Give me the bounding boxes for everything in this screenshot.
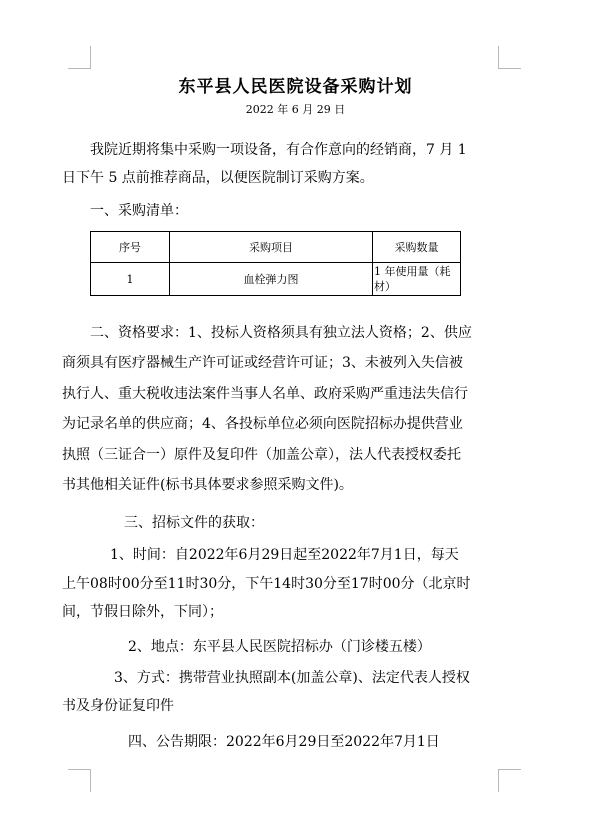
- table-header-cell: 采购数量: [373, 232, 461, 263]
- document-title: 东平县人民医院设备采购计划: [178, 77, 413, 97]
- table-cell-item: 血栓弹力图: [170, 263, 373, 296]
- procurement-table: [90, 231, 461, 296]
- crop-mark-top-right: [498, 46, 521, 69]
- crop-mark-bottom-right: [498, 769, 521, 792]
- table-row: [91, 263, 461, 296]
- intro-paragraph: 我院近期将集中采购一项设备，有合作意向的经销商，7 月 1 日下午 5 点前推荐商品，以便医院制订采购方案。: [62, 142, 467, 186]
- table-cell-quantity: 1 年使用量（耗材）: [373, 263, 461, 296]
- crop-mark-bottom-left: [68, 769, 91, 792]
- section-heading-procurement-list: 一、采购清单：: [90, 203, 188, 219]
- notice-period-paragraph: 四、公告期限：2022年6月29日至2022年7月1日: [128, 734, 440, 750]
- tender-time-item: 1、时间：自2022年6月29日起至2022年7月1日，每天上午08时00分至11时30分，下午14时30分至17时00分（北京时间，节假日除外，下同）；: [62, 547, 471, 620]
- table-cell-number: 1: [91, 263, 170, 296]
- table-header-cell: 序号: [91, 232, 170, 263]
- table-header-row: [91, 232, 461, 263]
- tender-place-item: 2、地点：东平县人民医院招标办（门诊楼五楼）: [128, 639, 431, 655]
- crop-mark-top-left: [68, 46, 91, 69]
- tender-method-item: 3、方式：携带营业执照副本(加盖公章)、法定代表人授权书及身份证复印件: [62, 670, 470, 714]
- section-heading-tender-documents: 三、招标文件的获取：: [124, 515, 264, 531]
- qualification-paragraph: 二、资格要求：1、投标人资格须具有独立法人资格；2、供应商须具有医疗器械生产许可证或经营许可证；3、未被列入失信被执行人、重大税收违法案件当事人名单、政府采购严重违法失信行为记录名单的供应商；4、各投标单位必须向医院招标办提供营业执照（三证合一）原件及复印件（加盖公章），法人代表授权委托书其他相关证件(标书具体要求参照采购文件)。: [62, 325, 472, 494]
- table-header-cell: 采购项目: [170, 232, 373, 263]
- document-date: 2022 年 6 月 29 日: [245, 103, 346, 116]
